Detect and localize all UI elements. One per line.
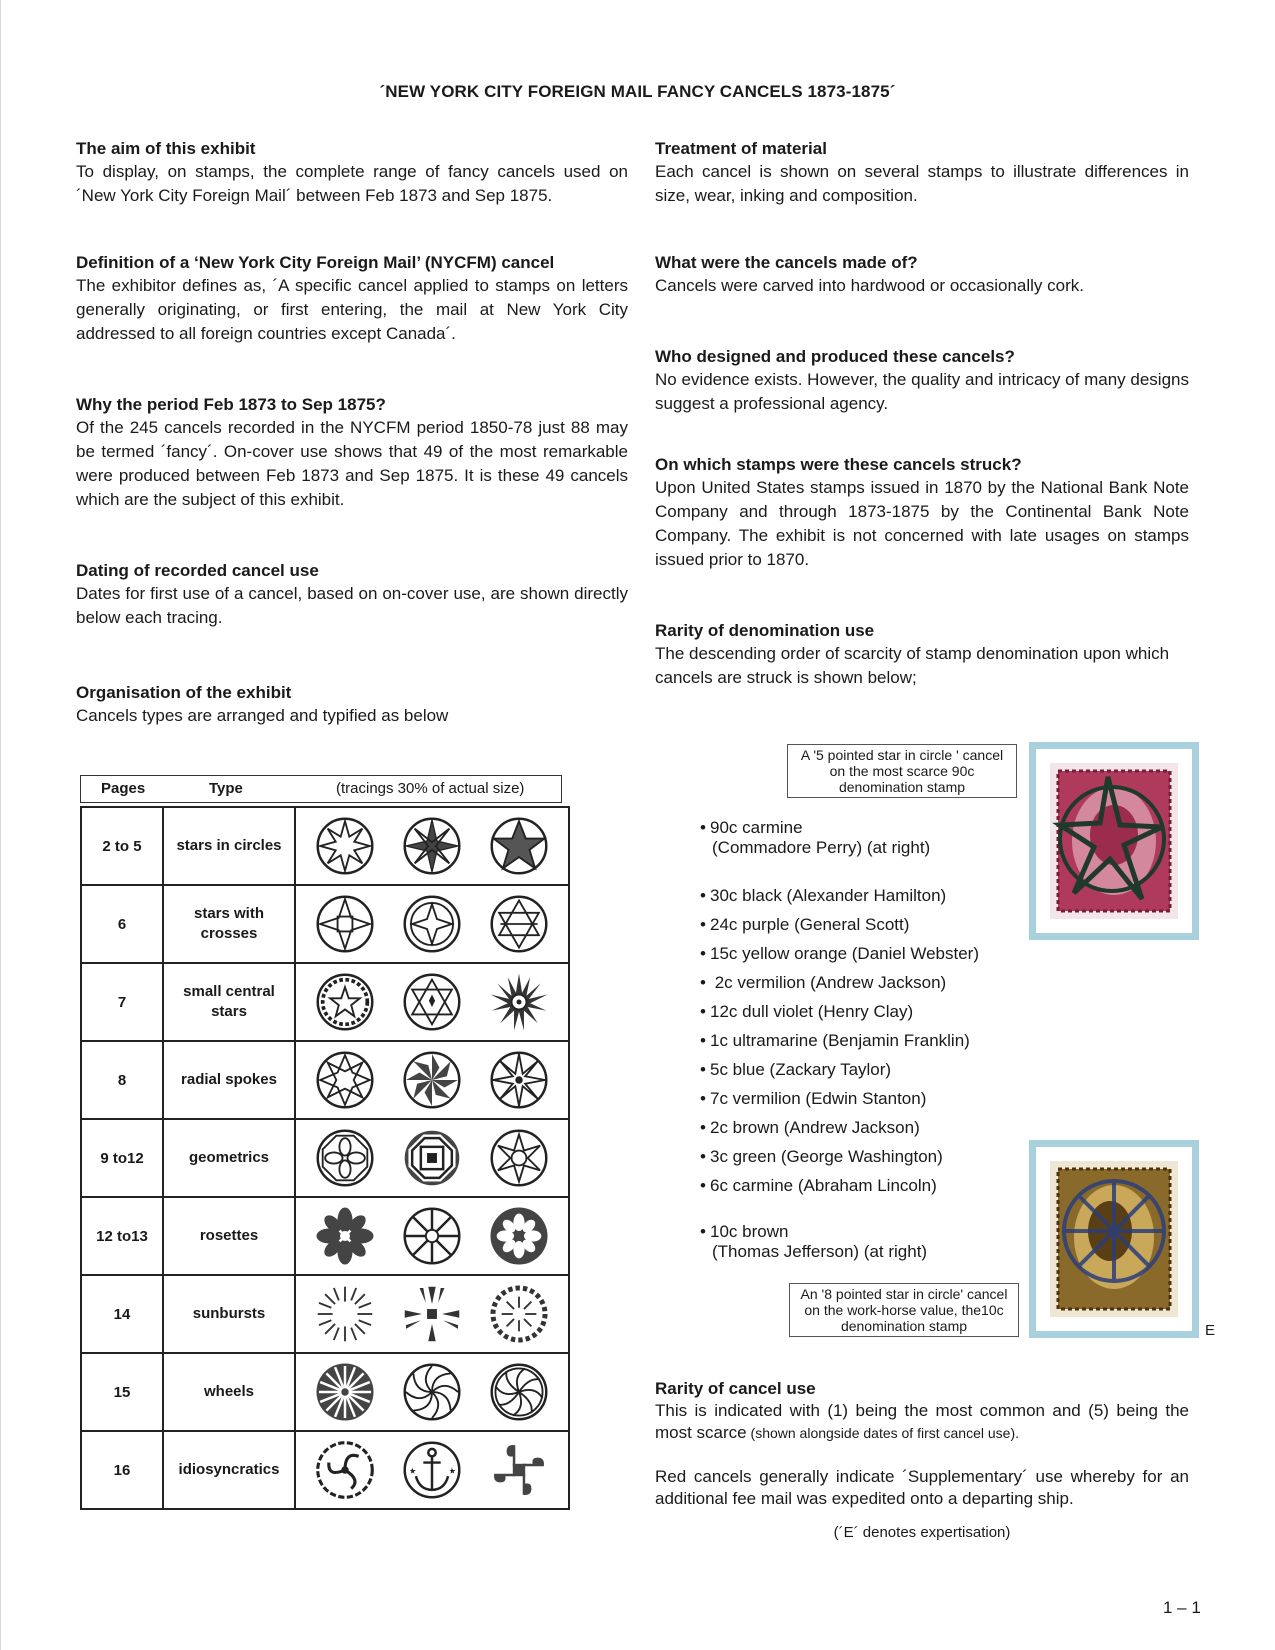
section-heading: What were the cancels made of? [655,253,918,272]
section-heading: Definition of a ‘New York City Foreign Mail’ (NYCFM) cancel [76,253,555,272]
leaf-rosette-icon [314,1205,376,1267]
section-body: Red cancels generally indicate ´Supplementary´ use whereby for an additional fee mail was expedited onto a departing ship. [655,1467,1189,1508]
hexagram-small-icon [401,971,463,1033]
row-pages: 9 to12 [81,1119,163,1197]
caption-10c: An '8 pointed star in circle' cancel on the work-horse value, the10c denomination stamp [789,1283,1019,1337]
row-type: idiosyncratics [163,1431,295,1509]
section-organisation [76,682,628,728]
page-edge [0,0,1,1650]
list-item: • 7c vermilion (Edwin Stanton) [700,1089,927,1108]
wheel-swirl-icon [488,1361,550,1423]
section-heading: Rarity of cancel use [655,1379,816,1398]
section-body: Each cancel is shown on several stamps to illustrate differences in size, wear, inking and composition. [655,162,1189,205]
list-item: • 5c blue (Zackary Taylor) [700,1060,892,1079]
row-type: rosettes [163,1197,295,1275]
list-item: • 1c ultramarine (Benjamin Franklin) [700,1031,970,1050]
section-designers [655,346,1189,416]
swastika-scroll-icon [488,1439,550,1501]
sunburst-dashes-icon [314,1283,376,1345]
stamp-10c-image [1050,1161,1178,1317]
row-pages: 14 [81,1275,163,1353]
section-dating [76,560,628,630]
starburst-icon [488,971,550,1033]
section-body: Dates for first use of a cancel, based on on-cover use, are shown directly below each tracing. [76,584,628,627]
list-item: • 3c green (George Washington) [700,1147,943,1166]
table-row [81,1275,569,1353]
section-period [76,394,628,512]
section-definition [76,252,628,346]
section-body: No evidence exists. However, the quality and intricacy of many designs suggest a professional agency. [655,370,1189,413]
table-row [81,1041,569,1119]
expertisation-note: (´E´ denotes expertisation) [833,1524,1011,1541]
anchor-icon [401,1439,463,1501]
section-heading: Dating of recorded cancel use [76,561,319,580]
table-row [81,1353,569,1431]
section-red-cancels [655,1466,1189,1510]
section-body: The exhibitor defines as, ´A specific cancel applied to stamps on letters generally originating, or first entering, the mail at New York City addressed to all foreign countries except Canada´. [76,276,628,343]
section-heading: Rarity of denomination use [655,621,875,640]
header-type: Type [209,780,243,797]
triskele-icon [314,1439,376,1501]
row-pages: 15 [81,1353,163,1431]
row-pages: 16 [81,1431,163,1509]
radial-petals-icon [314,1049,376,1111]
star-in-star-icon [314,971,376,1033]
row-type: geometrics [163,1119,295,1197]
row-pages: 12 to13 [81,1197,163,1275]
star5-icon [488,815,550,877]
section-heading: Who designed and produced these cancels? [655,347,1015,366]
list-item: • 90c carmine (Commadore Perry) (at right) [700,818,931,857]
star8-icon [314,815,376,877]
section-heading: Treatment of material [655,139,827,158]
cross-circle-icon [401,893,463,955]
section-body: Cancels types are arranged and typified as below [76,706,449,725]
list-item: • 24c purple (General Scott) [700,915,910,934]
caption-90c: A '5 pointed star in circle ' cancel on the most scarce 90c denomination stamp [787,744,1017,798]
page-number: 1 – 1 [1163,1598,1201,1617]
table-row [81,1119,569,1197]
list-item: • 12c dull violet (Henry Clay) [700,1002,914,1021]
section-materials [655,252,1189,298]
section-heading: On which stamps were these cancels struck? [655,455,1022,474]
rosette-geometric-icon [488,1127,550,1189]
row-type: small central stars [163,963,295,1041]
list-item: • 15c yellow orange (Daniel Webster) [700,944,979,963]
list-item: • 10c brown (Thomas Jefferson) (at right) [700,1222,928,1261]
row-type: sunbursts [163,1275,295,1353]
table-row [81,807,569,885]
section-heading: Why the period Feb 1873 to Sep 1875? [76,395,386,414]
row-type: radial spokes [163,1041,295,1119]
wheel-solid-icon [314,1361,376,1423]
section-cancel-rarity [655,1378,1189,1444]
section-body: Cancels were carved into hardwood or occasionally cork. [655,276,1084,295]
row-type: wheels [163,1353,295,1431]
section-denomination-rarity [655,620,1189,690]
section-body: To display, on stamps, the complete range of fancy cancels used on ´New York City Foreign Mail´ between Feb 1873 and Sep 1875. [76,162,628,205]
row-pages: 7 [81,963,163,1041]
octagon-flower-icon [314,1127,376,1189]
hexagram-icon [488,893,550,955]
list-item: • 2c brown (Andrew Jackson) [700,1118,920,1137]
list-item: • 2c vermilion (Andrew Jackson) [700,973,947,992]
header-note: (tracings 30% of actual size) [336,780,525,797]
expertisation-mark: E [1205,1322,1216,1339]
stamp-90c-image [1050,763,1178,919]
square-in-octagon-icon [401,1127,463,1189]
stamp-frame-10c [1029,1140,1199,1338]
section-body: The descending order of scarcity of stamp denomination upon which cancels are struck is shown below; [655,644,1170,687]
section-body: This is indicated with (1) being the most common and (5) being the most scarce (shown alongside dates of first cancel use). [655,1401,1189,1442]
spoked-rosette-icon [401,1205,463,1267]
row-type: stars in circles [163,807,295,885]
radial-star-icon [488,1049,550,1111]
sunburst-ring-icon [488,1283,550,1345]
compass-star-icon [401,815,463,877]
cross-star-icon [314,893,376,955]
section-stamps [655,454,1189,572]
table-row [81,1197,569,1275]
row-pages: 8 [81,1041,163,1119]
header-pages: Pages [101,780,146,797]
section-treatment [655,138,1189,208]
section-heading: Organisation of the exhibit [76,683,292,702]
page-title: ´NEW YORK CITY FOREIGN MAIL FANCY CANCELS 1873-1875´ [379,82,896,101]
section-heading: The aim of this exhibit [76,139,256,158]
table-row [81,963,569,1041]
table-row [81,885,569,963]
list-item: • 30c black (Alexander Hamilton) [700,886,947,905]
section-aim [76,138,628,208]
sunburst-cross-icon [401,1283,463,1345]
list-item: • 6c carmine (Abraham Lincoln) [700,1176,937,1195]
table-row [81,1431,569,1509]
cancel-types-table [80,806,570,1510]
pinwheel-icon [401,1049,463,1111]
table-header [80,775,562,803]
row-pages: 6 [81,885,163,963]
section-body: Of the 245 cancels recorded in the NYCFM period 1850-78 just 88 may be termed ´fancy´. On-cover use shows that 49 of the most remarkable were produced between Feb 1873 and Sep 1875. It is these 49 cancels which are the subject of this exhibit. [76,418,628,509]
wheel-curved-icon [401,1361,463,1423]
section-body: Upon United States stamps issued in 1870 by the National Bank Note Company and through 1873-1875 by the Continental Bank Note Company. The exhibit is not concerned with late usages on stamps issued prior to 1870. [655,478,1189,569]
flower-rosette-icon [488,1205,550,1267]
rarity-note: (shown alongside dates of first cancel use). [746,1425,1020,1441]
stamp-frame-90c [1029,742,1199,940]
row-pages: 2 to 5 [81,807,163,885]
row-type: stars with crosses [163,885,295,963]
